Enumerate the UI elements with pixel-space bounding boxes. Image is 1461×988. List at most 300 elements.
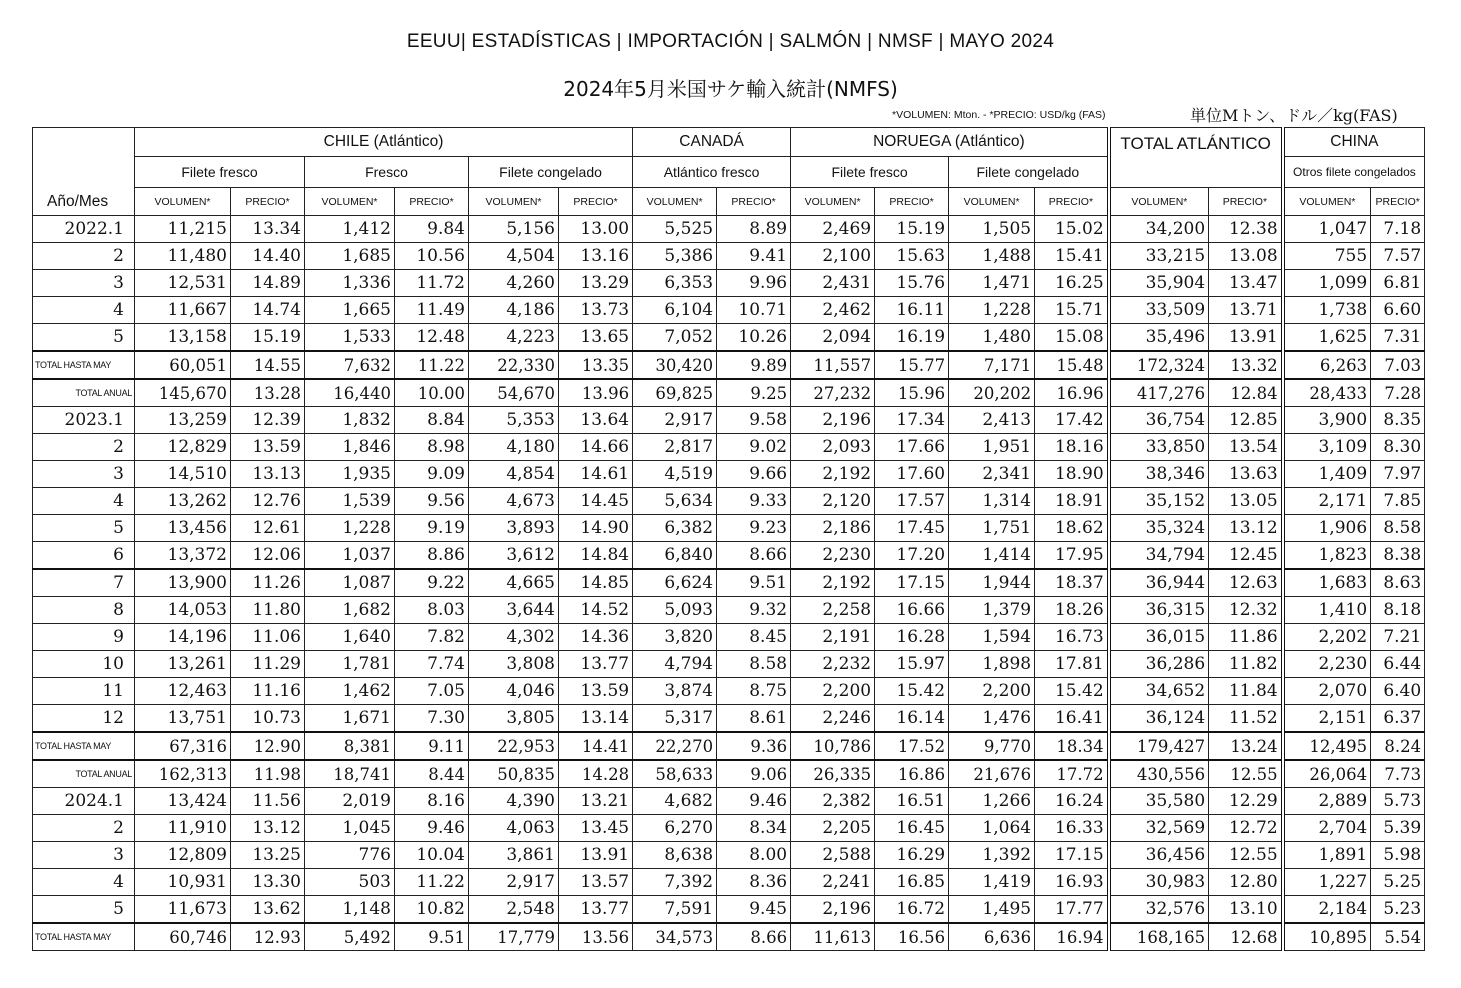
- price-cell: 13.56: [559, 923, 633, 951]
- volume-cell: 1,419: [949, 869, 1035, 896]
- volume-cell: 1,898: [949, 651, 1035, 678]
- row-label: 2: [33, 434, 135, 461]
- volume-cell: 1,099: [1283, 270, 1371, 297]
- table-row: [33, 788, 1425, 815]
- price-cell: 13.77: [559, 896, 633, 924]
- units-note-japanese: 単位Mトン、ドル／kg(FAS): [1190, 106, 1398, 125]
- price-cell: 9.51: [395, 923, 469, 951]
- row-label: 2: [33, 815, 135, 842]
- price-cell: 18.26: [1035, 597, 1109, 624]
- price-cell: 13.16: [559, 243, 633, 270]
- header-price: PRECIO*: [1209, 188, 1283, 216]
- price-cell: 9.66: [717, 461, 791, 488]
- price-cell: 13.08: [1209, 243, 1283, 270]
- price-cell: 9.41: [717, 243, 791, 270]
- volume-cell: 2,192: [791, 569, 875, 597]
- price-cell: 13.77: [559, 651, 633, 678]
- price-cell: 8.03: [395, 597, 469, 624]
- price-cell: 16.93: [1035, 869, 1109, 896]
- price-cell: 13.91: [1209, 324, 1283, 352]
- volume-cell: 11,667: [135, 297, 231, 324]
- price-cell: 16.51: [875, 788, 949, 815]
- volume-cell: 6,382: [633, 515, 717, 542]
- volume-cell: 1,228: [305, 515, 395, 542]
- volume-cell: 755: [1283, 243, 1371, 270]
- volume-cell: 5,634: [633, 488, 717, 515]
- volume-cell: 5,525: [633, 216, 717, 243]
- price-cell: 13.30: [231, 869, 305, 896]
- volume-cell: 1,891: [1283, 842, 1371, 869]
- volume-cell: 1,640: [305, 624, 395, 651]
- volume-cell: 2,889: [1283, 788, 1371, 815]
- header-sub-norway-fillet-frozen: Filete congelado: [949, 157, 1109, 188]
- volume-cell: 4,854: [469, 461, 559, 488]
- price-cell: 16.56: [875, 923, 949, 951]
- volume-cell: 4,302: [469, 624, 559, 651]
- volume-cell: 36,124: [1109, 705, 1209, 733]
- row-label: 4: [33, 488, 135, 515]
- price-cell: 13.21: [559, 788, 633, 815]
- price-cell: 11.22: [395, 869, 469, 896]
- price-cell: 15.42: [1035, 678, 1109, 705]
- volume-cell: 11,557: [791, 351, 875, 379]
- price-cell: 16.72: [875, 896, 949, 924]
- row-label: 5: [33, 324, 135, 352]
- price-cell: 5.39: [1371, 815, 1425, 842]
- volume-cell: 2,200: [949, 678, 1035, 705]
- header-sub-china-other-frozen: Otros filete congelados: [1283, 157, 1425, 188]
- table-body: [33, 216, 1425, 951]
- price-cell: 8.58: [1371, 515, 1425, 542]
- volume-cell: 4,063: [469, 815, 559, 842]
- price-cell: 14.45: [559, 488, 633, 515]
- volume-cell: 2,230: [791, 542, 875, 570]
- price-cell: 7.05: [395, 678, 469, 705]
- volume-cell: 34,794: [1109, 542, 1209, 570]
- price-cell: 9.89: [717, 351, 791, 379]
- volume-cell: 3,808: [469, 651, 559, 678]
- volume-cell: 2,258: [791, 597, 875, 624]
- volume-cell: 11,613: [791, 923, 875, 951]
- table-row: [33, 732, 1425, 760]
- price-cell: 17.15: [1035, 842, 1109, 869]
- price-cell: 9.25: [717, 379, 791, 407]
- price-cell: 13.25: [231, 842, 305, 869]
- volume-cell: 3,861: [469, 842, 559, 869]
- price-cell: 17.66: [875, 434, 949, 461]
- header-group-norway: NORUEGA (Atlántico): [791, 128, 1109, 157]
- volume-cell: 54,670: [469, 379, 559, 407]
- price-cell: 5.98: [1371, 842, 1425, 869]
- volume-cell: 2,151: [1283, 705, 1371, 733]
- volume-cell: 11,215: [135, 216, 231, 243]
- header-price: PRECIO*: [717, 188, 791, 216]
- price-cell: 6.60: [1371, 297, 1425, 324]
- volume-cell: 2,200: [791, 678, 875, 705]
- price-cell: 11.84: [1209, 678, 1283, 705]
- row-label: TOTAL HASTA MAY: [33, 351, 135, 379]
- row-label: 8: [33, 597, 135, 624]
- volume-cell: 3,820: [633, 624, 717, 651]
- volume-cell: 2,093: [791, 434, 875, 461]
- price-cell: 9.23: [717, 515, 791, 542]
- price-cell: 8.45: [717, 624, 791, 651]
- price-cell: 15.42: [875, 678, 949, 705]
- volume-cell: 2,382: [791, 788, 875, 815]
- row-label: 3: [33, 461, 135, 488]
- table-row: [33, 842, 1425, 869]
- price-cell: 10.56: [395, 243, 469, 270]
- volume-cell: 6,353: [633, 270, 717, 297]
- price-cell: 8.75: [717, 678, 791, 705]
- volume-cell: 2,413: [949, 407, 1035, 434]
- volume-cell: 4,665: [469, 569, 559, 597]
- price-cell: 16.85: [875, 869, 949, 896]
- table-row: [33, 624, 1425, 651]
- volume-cell: 1,379: [949, 597, 1035, 624]
- price-cell: 12.06: [231, 542, 305, 570]
- price-cell: 13.59: [231, 434, 305, 461]
- price-cell: 18.91: [1035, 488, 1109, 515]
- price-cell: 9.02: [717, 434, 791, 461]
- price-cell: 8.24: [1371, 732, 1425, 760]
- volume-cell: 1,539: [305, 488, 395, 515]
- volume-cell: 1,495: [949, 896, 1035, 924]
- volume-cell: 2,191: [791, 624, 875, 651]
- volume-cell: 2,120: [791, 488, 875, 515]
- volume-cell: 9,770: [949, 732, 1035, 760]
- price-cell: 10.00: [395, 379, 469, 407]
- volume-cell: 13,424: [135, 788, 231, 815]
- price-cell: 8.61: [717, 705, 791, 733]
- header-volume: VOLUMEN*: [1283, 188, 1371, 216]
- price-cell: 8.18: [1371, 597, 1425, 624]
- price-cell: 14.90: [559, 515, 633, 542]
- volume-cell: 2,019: [305, 788, 395, 815]
- volume-cell: 2,192: [791, 461, 875, 488]
- volume-cell: 6,840: [633, 542, 717, 570]
- volume-cell: 776: [305, 842, 395, 869]
- volume-cell: 5,492: [305, 923, 395, 951]
- table-row: [33, 760, 1425, 788]
- volume-cell: 6,263: [1283, 351, 1371, 379]
- volume-cell: 8,638: [633, 842, 717, 869]
- price-cell: 16.94: [1035, 923, 1109, 951]
- price-cell: 13.64: [559, 407, 633, 434]
- header-price: PRECIO*: [395, 188, 469, 216]
- price-cell: 9.22: [395, 569, 469, 597]
- price-cell: 8.16: [395, 788, 469, 815]
- volume-cell: 4,673: [469, 488, 559, 515]
- volume-cell: 5,353: [469, 407, 559, 434]
- table-row: [33, 705, 1425, 733]
- price-cell: 17.52: [875, 732, 949, 760]
- volume-cell: 28,433: [1283, 379, 1371, 407]
- price-cell: 5.23: [1371, 896, 1425, 924]
- price-cell: 16.41: [1035, 705, 1109, 733]
- price-cell: 12.85: [1209, 407, 1283, 434]
- units-note: *VOLUMEN: Mton. - *PRECIO: USD/kg (FAS): [892, 109, 1106, 121]
- volume-cell: 6,636: [949, 923, 1035, 951]
- price-cell: 12.72: [1209, 815, 1283, 842]
- volume-cell: 2,196: [791, 896, 875, 924]
- price-cell: 13.28: [231, 379, 305, 407]
- price-cell: 13.34: [231, 216, 305, 243]
- price-cell: 11.82: [1209, 651, 1283, 678]
- price-cell: 8.35: [1371, 407, 1425, 434]
- price-cell: 15.48: [1035, 351, 1109, 379]
- volume-cell: 1,476: [949, 705, 1035, 733]
- price-cell: 11.80: [231, 597, 305, 624]
- price-cell: 5.25: [1371, 869, 1425, 896]
- price-cell: 12.61: [231, 515, 305, 542]
- price-cell: 15.96: [875, 379, 949, 407]
- price-cell: 17.57: [875, 488, 949, 515]
- volume-cell: 69,825: [633, 379, 717, 407]
- volume-cell: 16,440: [305, 379, 395, 407]
- volume-cell: 30,420: [633, 351, 717, 379]
- price-cell: 5.54: [1371, 923, 1425, 951]
- volume-cell: 1,410: [1283, 597, 1371, 624]
- price-cell: 9.33: [717, 488, 791, 515]
- volume-cell: 2,246: [791, 705, 875, 733]
- price-cell: 14.61: [559, 461, 633, 488]
- price-cell: 15.41: [1035, 243, 1109, 270]
- volume-cell: 50,835: [469, 760, 559, 788]
- volume-cell: 4,223: [469, 324, 559, 352]
- volume-cell: 36,286: [1109, 651, 1209, 678]
- volume-cell: 1,064: [949, 815, 1035, 842]
- volume-cell: 34,200: [1109, 216, 1209, 243]
- header-price: PRECIO*: [875, 188, 949, 216]
- price-cell: 10.71: [717, 297, 791, 324]
- header-volume: VOLUMEN*: [949, 188, 1035, 216]
- volume-cell: 26,064: [1283, 760, 1371, 788]
- volume-cell: 1,671: [305, 705, 395, 733]
- header-group-canada: CANADÁ: [633, 128, 791, 157]
- table-row: [33, 815, 1425, 842]
- price-cell: 7.74: [395, 651, 469, 678]
- price-cell: 9.58: [717, 407, 791, 434]
- price-cell: 11.56: [231, 788, 305, 815]
- volume-cell: 26,335: [791, 760, 875, 788]
- volume-cell: 2,196: [791, 407, 875, 434]
- volume-cell: 3,612: [469, 542, 559, 570]
- volume-cell: 11,910: [135, 815, 231, 842]
- volume-cell: 13,261: [135, 651, 231, 678]
- price-cell: 9.11: [395, 732, 469, 760]
- price-cell: 15.97: [875, 651, 949, 678]
- price-cell: 15.76: [875, 270, 949, 297]
- volume-cell: 27,232: [791, 379, 875, 407]
- volume-cell: 2,230: [1283, 651, 1371, 678]
- price-cell: 14.84: [559, 542, 633, 570]
- header-sub-chile-fillet-frozen: Filete congelado: [469, 157, 633, 188]
- volume-cell: 1,594: [949, 624, 1035, 651]
- price-cell: 11.98: [231, 760, 305, 788]
- price-cell: 11.49: [395, 297, 469, 324]
- price-cell: 9.46: [717, 788, 791, 815]
- price-cell: 13.35: [559, 351, 633, 379]
- price-cell: 13.29: [559, 270, 633, 297]
- volume-cell: 5,093: [633, 597, 717, 624]
- table-row: [33, 324, 1425, 352]
- price-cell: 13.65: [559, 324, 633, 352]
- table-row: [33, 434, 1425, 461]
- row-label: TOTAL ANUAL: [33, 760, 135, 788]
- volume-cell: 2,588: [791, 842, 875, 869]
- price-cell: 15.02: [1035, 216, 1109, 243]
- volume-cell: 1,533: [305, 324, 395, 352]
- volume-cell: 2,462: [791, 297, 875, 324]
- price-cell: 8.30: [1371, 434, 1425, 461]
- price-cell: 12.68: [1209, 923, 1283, 951]
- price-cell: 7.28: [1371, 379, 1425, 407]
- price-cell: 13.57: [559, 869, 633, 896]
- table-row: [33, 488, 1425, 515]
- volume-cell: 1,751: [949, 515, 1035, 542]
- volume-cell: 2,548: [469, 896, 559, 924]
- volume-cell: 1,488: [949, 243, 1035, 270]
- price-cell: 15.77: [875, 351, 949, 379]
- volume-cell: 12,809: [135, 842, 231, 869]
- price-cell: 16.73: [1035, 624, 1109, 651]
- row-label: 9: [33, 624, 135, 651]
- price-cell: 18.62: [1035, 515, 1109, 542]
- volume-cell: 11,673: [135, 896, 231, 924]
- row-label: 11: [33, 678, 135, 705]
- volume-cell: 4,504: [469, 243, 559, 270]
- volume-cell: 4,682: [633, 788, 717, 815]
- volume-cell: 60,051: [135, 351, 231, 379]
- volume-cell: 2,186: [791, 515, 875, 542]
- volume-cell: 2,704: [1283, 815, 1371, 842]
- volume-cell: 18,741: [305, 760, 395, 788]
- price-cell: 11.72: [395, 270, 469, 297]
- volume-cell: 3,893: [469, 515, 559, 542]
- price-cell: 14.85: [559, 569, 633, 597]
- price-cell: 13.13: [231, 461, 305, 488]
- volume-cell: 1,625: [1283, 324, 1371, 352]
- price-cell: 9.06: [717, 760, 791, 788]
- price-cell: 11.52: [1209, 705, 1283, 733]
- price-cell: 12.38: [1209, 216, 1283, 243]
- price-cell: 12.55: [1209, 760, 1283, 788]
- price-cell: 6.44: [1371, 651, 1425, 678]
- header-sub-canada-atlantic-fresh: Atlántico fresco: [633, 157, 791, 188]
- volume-cell: 3,644: [469, 597, 559, 624]
- volume-cell: 1,685: [305, 243, 395, 270]
- price-cell: 8.98: [395, 434, 469, 461]
- volume-cell: 1,480: [949, 324, 1035, 352]
- row-label: TOTAL HASTA MAY: [33, 923, 135, 951]
- volume-cell: 1,336: [305, 270, 395, 297]
- volume-cell: 58,633: [633, 760, 717, 788]
- price-cell: 7.30: [395, 705, 469, 733]
- table-row: [33, 297, 1425, 324]
- price-cell: 15.08: [1035, 324, 1109, 352]
- price-cell: 13.59: [559, 678, 633, 705]
- price-cell: 13.14: [559, 705, 633, 733]
- price-cell: 13.12: [231, 815, 305, 842]
- volume-cell: 13,900: [135, 569, 231, 597]
- volume-cell: 14,196: [135, 624, 231, 651]
- header-price: PRECIO*: [1035, 188, 1109, 216]
- volume-cell: 3,900: [1283, 407, 1371, 434]
- volume-cell: 33,850: [1109, 434, 1209, 461]
- volume-cell: 1,682: [305, 597, 395, 624]
- volume-cell: 1,266: [949, 788, 1035, 815]
- volume-cell: 10,786: [791, 732, 875, 760]
- price-cell: 17.42: [1035, 407, 1109, 434]
- header-group-chile: CHILE (Atlántico): [135, 128, 633, 157]
- volume-cell: 1,683: [1283, 569, 1371, 597]
- price-cell: 8.86: [395, 542, 469, 570]
- volume-cell: 1,412: [305, 216, 395, 243]
- table-row: [33, 270, 1425, 297]
- price-cell: 18.34: [1035, 732, 1109, 760]
- price-cell: 9.56: [395, 488, 469, 515]
- volume-cell: 7,632: [305, 351, 395, 379]
- volume-cell: 1,414: [949, 542, 1035, 570]
- price-cell: 8.38: [1371, 542, 1425, 570]
- price-cell: 14.66: [559, 434, 633, 461]
- volume-cell: 4,046: [469, 678, 559, 705]
- price-cell: 13.73: [559, 297, 633, 324]
- price-cell: 13.96: [559, 379, 633, 407]
- price-cell: 17.15: [875, 569, 949, 597]
- price-cell: 8.89: [717, 216, 791, 243]
- volume-cell: 4,794: [633, 651, 717, 678]
- table-row: [33, 243, 1425, 270]
- price-cell: 12.84: [1209, 379, 1283, 407]
- volume-cell: 14,510: [135, 461, 231, 488]
- price-cell: 16.19: [875, 324, 949, 352]
- price-cell: 8.84: [395, 407, 469, 434]
- volume-cell: 1,409: [1283, 461, 1371, 488]
- volume-cell: 162,313: [135, 760, 231, 788]
- volume-cell: 2,241: [791, 869, 875, 896]
- price-cell: 7.82: [395, 624, 469, 651]
- volume-cell: 2,469: [791, 216, 875, 243]
- price-cell: 17.20: [875, 542, 949, 570]
- volume-cell: 35,904: [1109, 270, 1209, 297]
- price-cell: 14.40: [231, 243, 305, 270]
- price-cell: 17.81: [1035, 651, 1109, 678]
- volume-cell: 22,953: [469, 732, 559, 760]
- volume-cell: 168,165: [1109, 923, 1209, 951]
- volume-cell: 36,456: [1109, 842, 1209, 869]
- volume-cell: 1,505: [949, 216, 1035, 243]
- price-cell: 10.26: [717, 324, 791, 352]
- price-cell: 11.86: [1209, 624, 1283, 651]
- price-cell: 14.52: [559, 597, 633, 624]
- volume-cell: 1,392: [949, 842, 1035, 869]
- volume-cell: 7,171: [949, 351, 1035, 379]
- volume-cell: 36,754: [1109, 407, 1209, 434]
- table-row: [33, 869, 1425, 896]
- price-cell: 13.45: [559, 815, 633, 842]
- price-cell: 13.71: [1209, 297, 1283, 324]
- volume-cell: 1,823: [1283, 542, 1371, 570]
- price-cell: 9.45: [717, 896, 791, 924]
- price-cell: 9.19: [395, 515, 469, 542]
- volume-cell: 1,148: [305, 896, 395, 924]
- price-cell: 16.14: [875, 705, 949, 733]
- table-row: [33, 461, 1425, 488]
- volume-cell: 13,262: [135, 488, 231, 515]
- row-label: 4: [33, 297, 135, 324]
